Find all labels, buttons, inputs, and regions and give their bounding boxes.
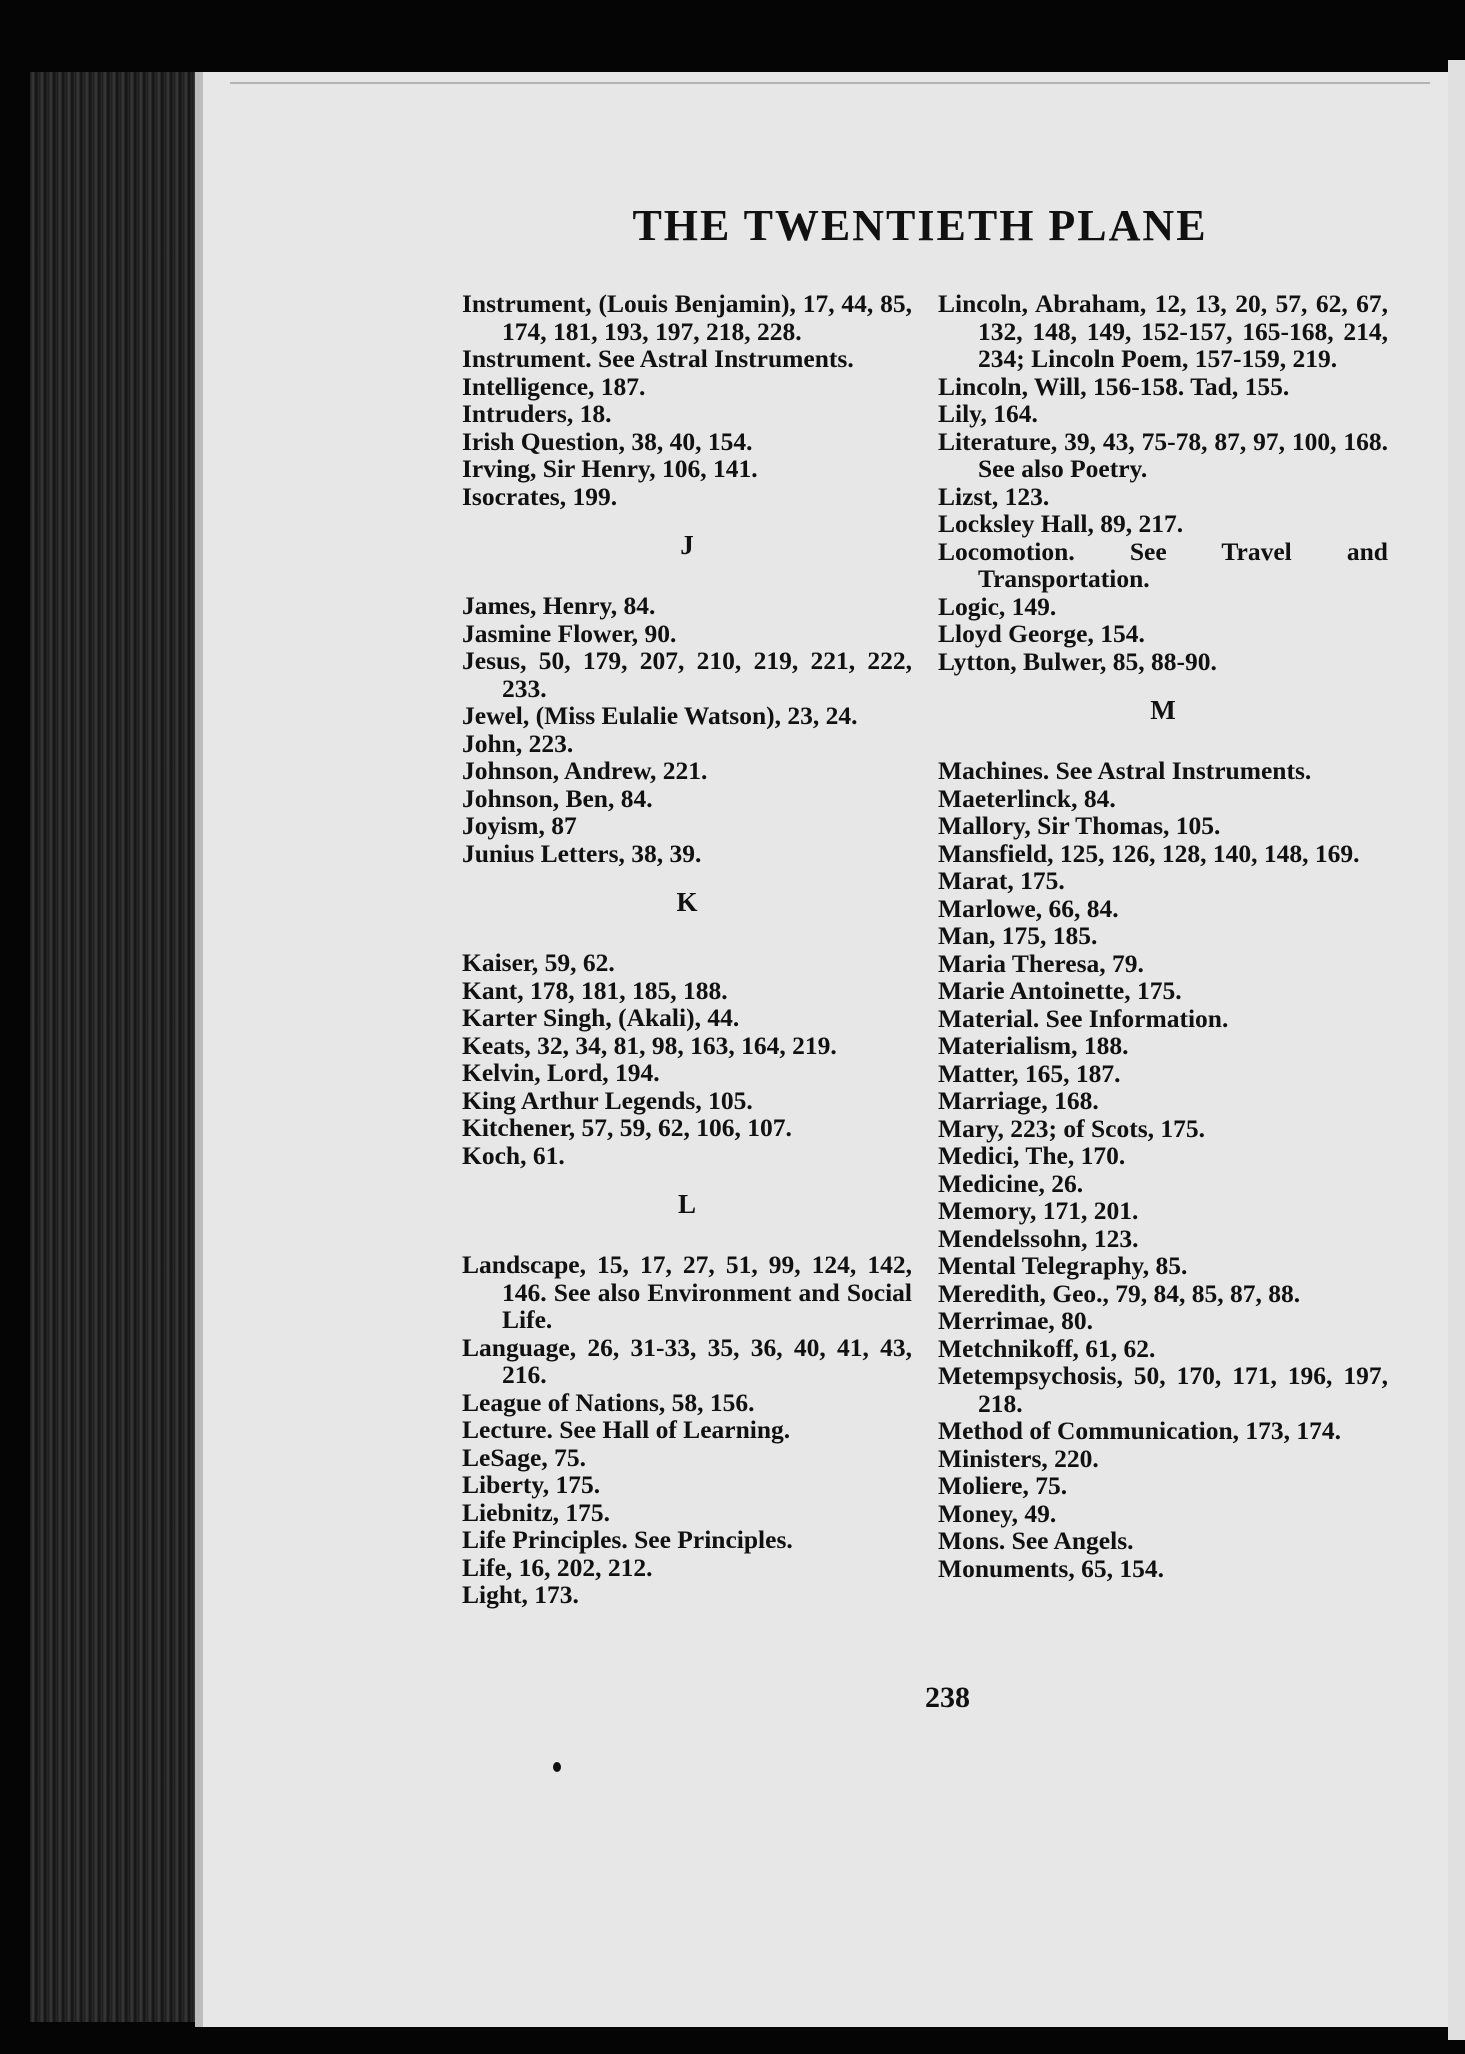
index-entry: Keats, 32, 34, 81, 98, 163, 164, 219. [462, 1030, 837, 1060]
page-number: 238 [925, 1681, 970, 1714]
index-entry: Mansfield, 125, 126, 128, 140, 148, 169. [938, 838, 1360, 868]
index-entry: Materialism, 188. [938, 1031, 1129, 1060]
index-entry: Maria Theresa, 79. [938, 948, 1144, 978]
index-entry: Jewel, (Miss Eulalie Watson), 23, 24. [462, 701, 858, 730]
index-entry: Lily, 164. [938, 399, 1038, 428]
index-entry: King Arthur Legends, 105. [462, 1085, 753, 1115]
index-entry: Lincoln, Abraham, 12, 13, 20, 57, 62, 67, 132, 148, 149, 152-157, 165-168, 214, 234; Lincoln Poem, 157-159, 219. [938, 289, 1388, 373]
index-entry: LeSage, 75. [462, 1442, 586, 1472]
index-entry: Mons. See Angels. [938, 1526, 1134, 1555]
index-entry: Kaiser, 59, 62. [462, 948, 615, 977]
index-entry: Kitchener, 57, 59, 62, 106, 107. [462, 1113, 792, 1142]
index-entry: Meredith, Geo., 79, 84, 85, 87, 88. [938, 1278, 1301, 1308]
index-entry: Instrument. See Astral Instruments. [462, 344, 854, 373]
index-letter-heading: K [676, 887, 698, 917]
index-entry: Locomotion. See Travel and Transportation. [938, 536, 1388, 593]
index-entry: League of Nations, 58, 156. [462, 1387, 755, 1417]
index-entry: Marriage, 168. [938, 1086, 1099, 1115]
index-entry: Medici, The, 170. [938, 1141, 1126, 1170]
index-entry: Logic, 149. [938, 591, 1057, 621]
index-entry: James, Henry, 84. [462, 591, 656, 620]
index-entry: Instrument, (Louis Benjamin), 17, 44, 85, 174, 181, 193, 197, 218, 228. [462, 289, 912, 346]
index-entry: Irving, Sir Henry, 106, 141. [462, 454, 758, 483]
index-entry: Memory, 171, 201. [938, 1196, 1139, 1225]
index-entry: Ministers, 220. [938, 1443, 1099, 1473]
running-head: THE TWENTIETH PLANE [632, 201, 1208, 250]
index-entry: Matter, 165, 187. [938, 1058, 1121, 1088]
index-entry: Johnson, Andrew, 221. [462, 756, 708, 785]
index-entry: Medicine, 26. [938, 1168, 1084, 1198]
index-entry: Koch, 61. [462, 1140, 565, 1170]
index-entry: Man, 175, 185. [938, 921, 1098, 950]
index-entry: Liebnitz, 175. [462, 1497, 611, 1527]
next-page-edge [1448, 60, 1465, 2040]
index-entry: Jasmine Flower, 90. [462, 618, 677, 648]
index-entry: Lytton, Bulwer, 85, 88-90. [938, 646, 1217, 676]
index-entry: Moliere, 75. [938, 1471, 1068, 1500]
index-entry: Method of Communication, 173, 174. [938, 1416, 1342, 1445]
index-entry: Isocrates, 199. [462, 481, 618, 511]
page-top-rule [230, 82, 1430, 84]
index-entry: Light, 173. [462, 1580, 579, 1609]
index-entry: Kant, 178, 181, 185, 188. [462, 975, 728, 1005]
index-entry: Kelvin, Lord, 194. [462, 1058, 660, 1087]
index-entry: Language, 26, 31-33, 35, 36, 40, 41, 43, 216. [462, 1332, 912, 1389]
index-entry: Metempsychosis, 50, 170, 171, 196, 197, 218. [938, 1361, 1388, 1418]
index-entry: Lloyd George, 154. [938, 619, 1145, 648]
index-letter-heading: L [677, 1189, 696, 1219]
index-entry: Merrimae, 80. [938, 1306, 1094, 1335]
index-entry: Mallory, Sir Thomas, 105. [938, 811, 1221, 840]
index-entry: Lecture. See Hall of Learning. [462, 1415, 791, 1444]
index-entry: Maeterlinck, 84. [938, 783, 1116, 813]
index-entry: Life Principles. See Principles. [462, 1525, 793, 1554]
index-entry: Material. See Information. [938, 1003, 1229, 1033]
index-entry: Life, 16, 202, 212. [462, 1552, 653, 1582]
index-entry: Intelligence, 187. [462, 371, 646, 401]
index-entry: Landscape, 15, 17, 27, 51, 99, 124, 142, 146. See also Environment and Social Life. [462, 1250, 912, 1334]
index-entry: Locksley Hall, 89, 217. [938, 509, 1184, 538]
index-entry: Jesus, 50, 179, 207, 210, 219, 221, 222, 233. [462, 646, 912, 703]
index-entry: Liberty, 175. [462, 1470, 601, 1499]
index-entry: Mendelssohn, 123. [938, 1223, 1139, 1253]
index-entry: Karter Singh, (Akali), 44. [462, 1003, 740, 1032]
index-entry: Irish Question, 38, 40, 154. [462, 426, 753, 456]
index-column-left [462, 290, 912, 1609]
index-entry: Mary, 223; of Scots, 175. [938, 1113, 1206, 1143]
index-entry: Marat, 175. [938, 866, 1065, 895]
index-entry: Money, 49. [938, 1498, 1057, 1528]
index-entry: Marlowe, 66, 84. [938, 893, 1119, 923]
index-letter-heading: M [1150, 695, 1176, 725]
index-entry: Lizst, 123. [938, 481, 1050, 511]
index-entry: Joyism, 87 [462, 811, 577, 840]
ink-dot [553, 1762, 561, 1772]
index-entry: Lincoln, Will, 156-158. Tad, 155. [938, 371, 1290, 401]
index-entry: Junius Letters, 38, 39. [462, 838, 702, 868]
book-edge [30, 72, 200, 2022]
index-entry: Machines. See Astral Instruments. [938, 756, 1312, 785]
index-letter-heading: J [680, 530, 694, 560]
index-entry: John, 223. [462, 728, 574, 758]
index-entry: Mental Telegraphy, 85. [938, 1251, 1188, 1280]
index-entry: Marie Antoinette, 175. [938, 976, 1182, 1005]
index-entry: Intruders, 18. [462, 399, 612, 428]
index-entry: Literature, 39, 43, 75-78, 87, 97, 100, 168. See also Poetry. [938, 426, 1388, 483]
index-entry: Monuments, 65, 154. [938, 1553, 1164, 1583]
index-column-right [938, 290, 1388, 1582]
index-entry: Johnson, Ben, 84. [462, 783, 653, 813]
index-entry: Metchnikoff, 61, 62. [938, 1333, 1156, 1363]
